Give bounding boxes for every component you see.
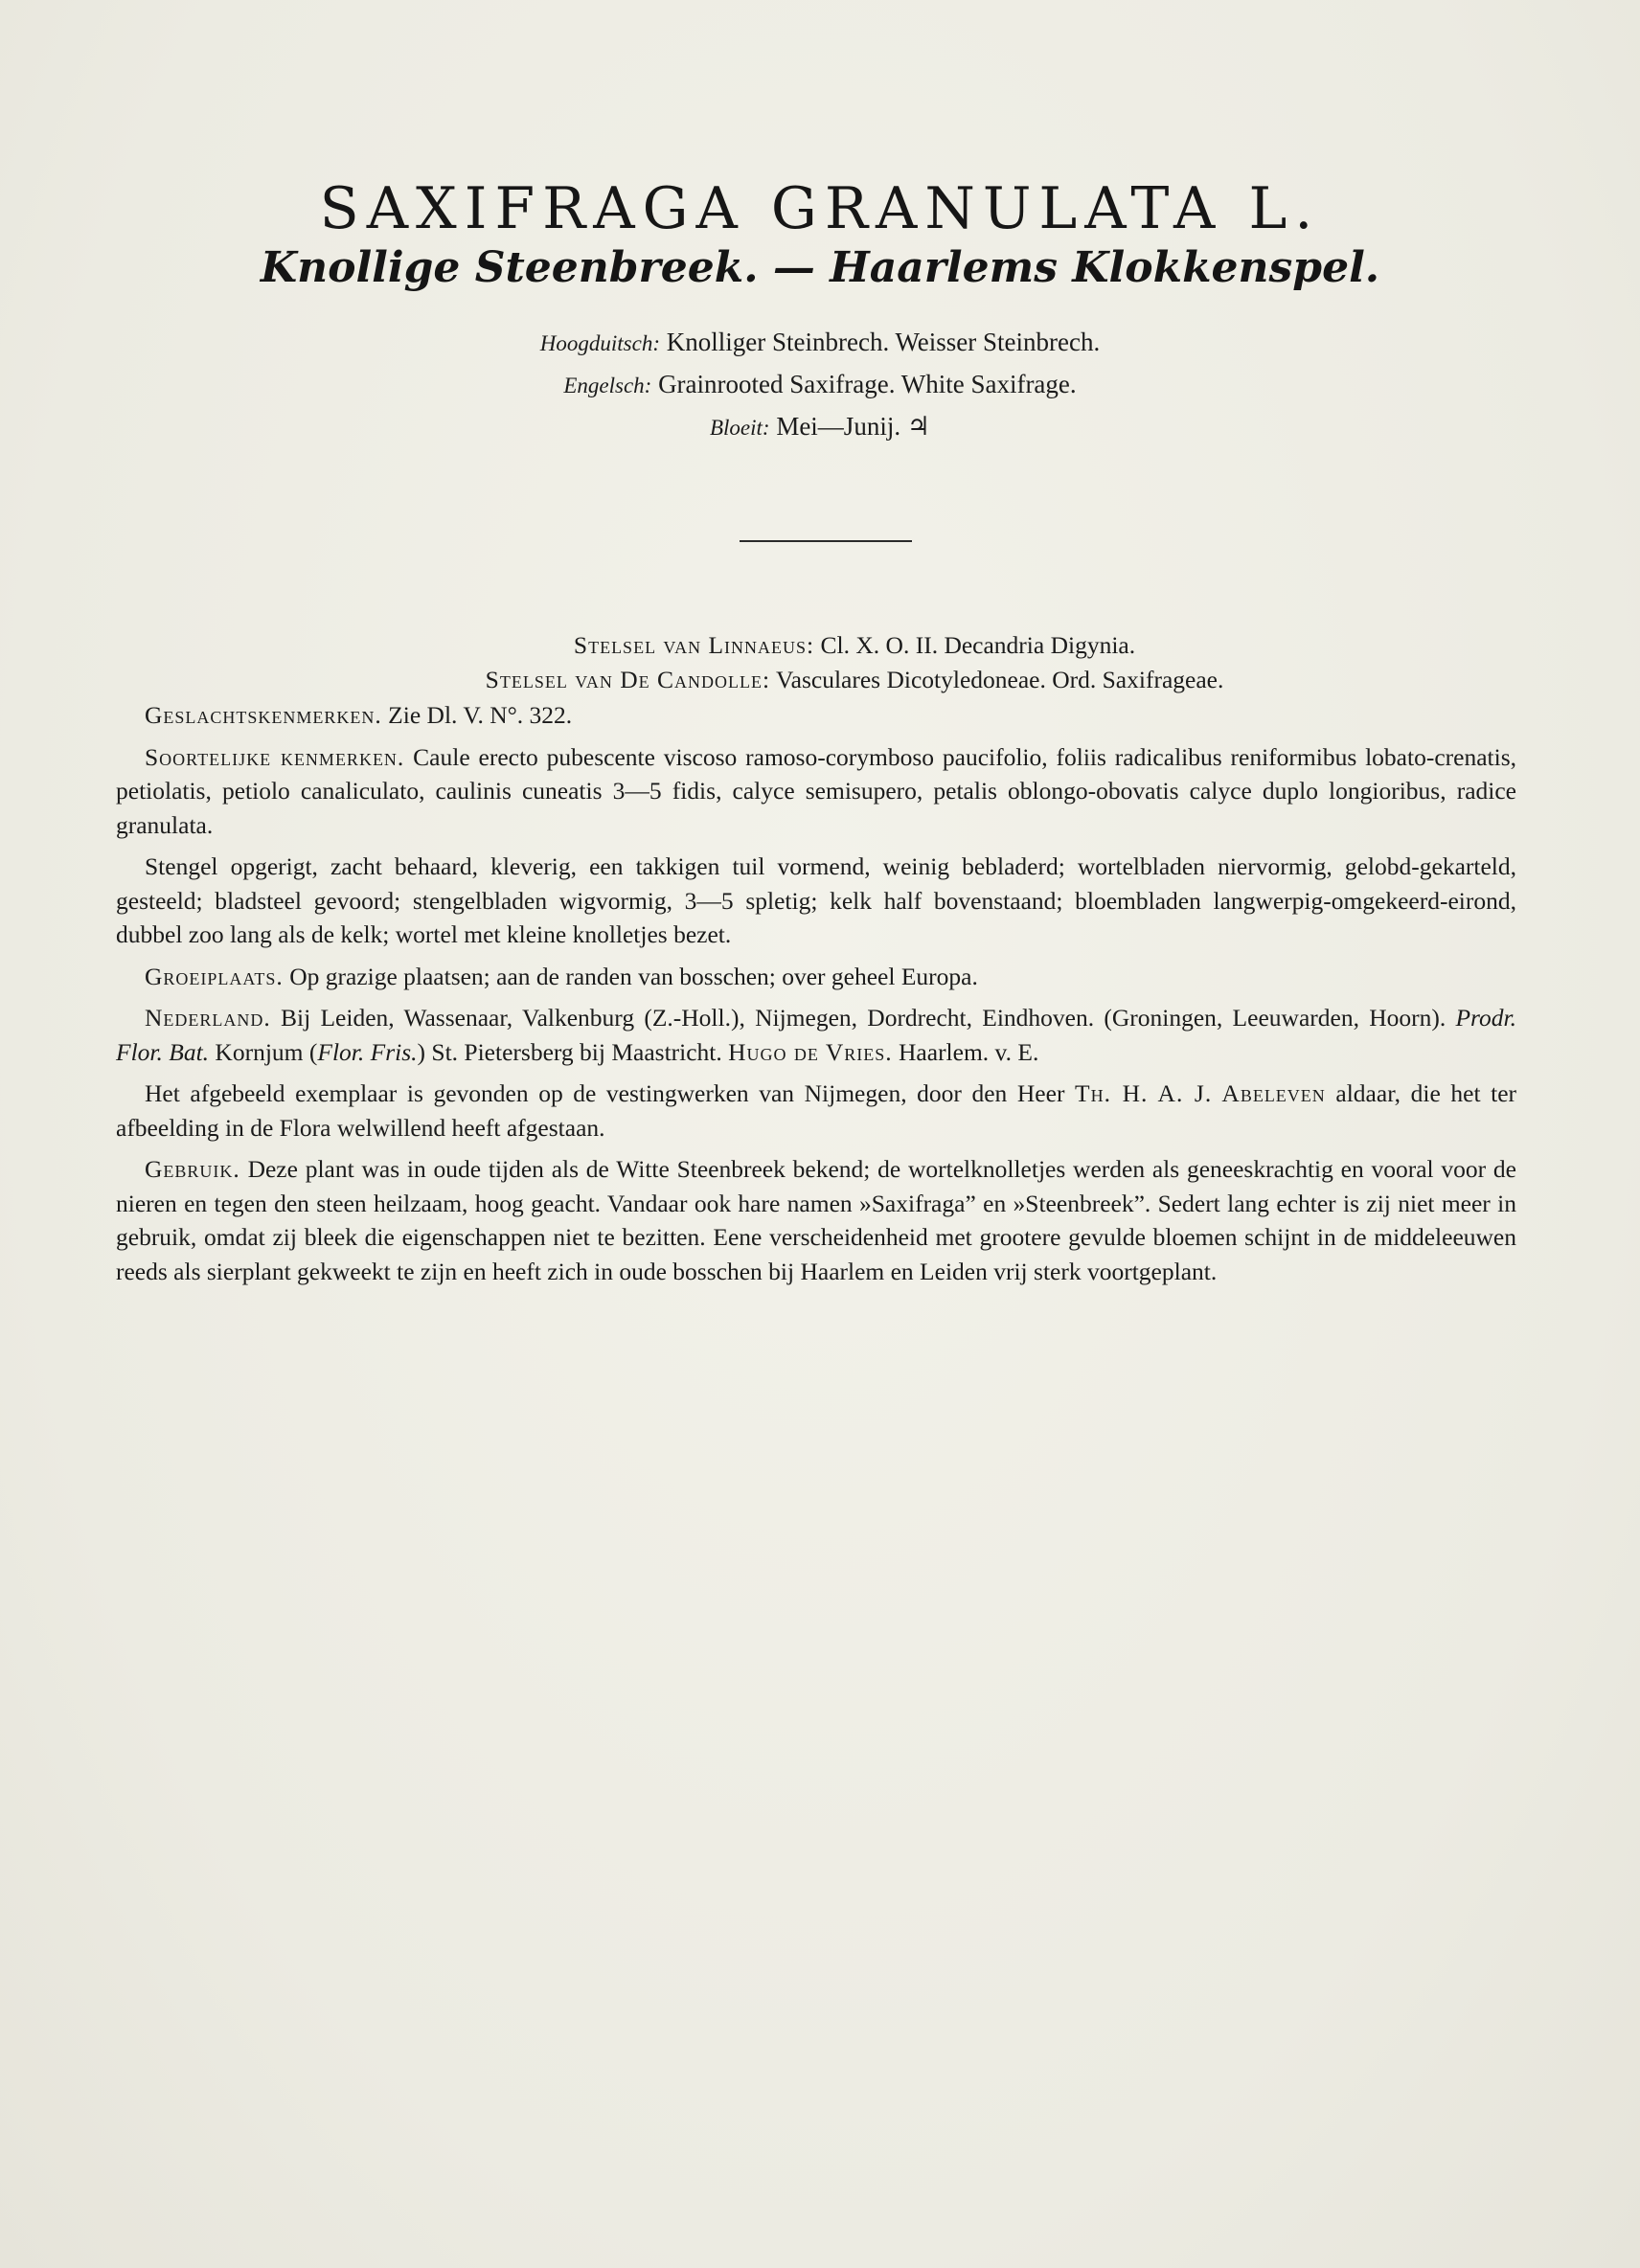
linnaeus-label: Stelsel van Linnaeus:	[573, 631, 815, 659]
bloeit-value: Mei—Junij. ♃	[776, 412, 931, 441]
linnaeus-line	[116, 628, 1516, 663]
gebruik-text: Deze plant was in oude tijden als de Witte Steenbreek bekend; de wortelknolletjes werden als geneeskrachtig en vooral voor de nieren en tegen den steen heilzaam, hoog geacht. Vandaar ook hare namen »Saxifraga” en »Steenbreek”. Sedert lang echter is zij niet meer in gebruik, omdat zij bleek die eigenschappen niet te bezitten. Eene verscheidenheid met grootere gevulde bloemen schijnt in de middeleeuwen reeds als sierplant gekweekt te zijn en heeft zich in oude bosschen bij Haarlem en Leiden vrij sterk voortgeplant.	[116, 1155, 1516, 1285]
geslacht-paragraph	[116, 698, 1516, 733]
page-subtitle: Knollige Steenbreek. — Haarlems Klokkenspel.	[260, 243, 1380, 292]
engelsch-line	[0, 364, 1640, 406]
soort-dutch-paragraph: Stengel opgerigt, zacht behaard, kleverig, een takkigen tuil vormend, weinig bebladerd; wortelbladen niervormig, gelobd-gekarteld, gesteeld; bladsteel gevoord; stengelbladen wigvormig, 3—5 spletig; kelk half bovenstaand; bloembladen langwerpig-omgekeerd-eirond, dubbel zoo lang als de kelk; wortel met kleine knolletjes bezet.	[116, 852, 1516, 948]
soort-latin-text: Caule erecto pubescente viscoso ramoso-corymboso paucifolio, foliis radicalibus reniformibus lobato-crenatis, petiolatis, petiolo canaliculato, caulinis cuneatis 3—5 fidis, calyce semisupero, petalis oblongo-obovatis calyce duplo longioribus, radice granulata.	[116, 742, 1516, 839]
engelsch-value: Grainrooted Saxifrage. White Saxifrage.	[658, 370, 1077, 398]
divider-rule	[740, 540, 912, 542]
candolle-line	[116, 663, 1516, 697]
nederland-text-2: Kornjum (	[215, 1037, 318, 1066]
soort-label: Soortelijke kenmerken.	[145, 742, 405, 771]
geslacht-label: Geslachtskenmerken.	[145, 701, 382, 729]
hugo-de-vries: Hugo de Vries.	[728, 1037, 893, 1066]
candolle-label: Stelsel van De Candolle:	[485, 665, 771, 693]
prodr-reference: Prodr. Flor. Bat.	[116, 1004, 1517, 1066]
groeiplaats-paragraph	[116, 960, 1516, 994]
engelsch-label: Engelsch:	[563, 374, 652, 397]
page-title: SAXIFRAGA GRANULATA L.	[319, 175, 1321, 242]
exemplaar-text-1: Het afgebeeld exemplaar is gevonden op de vestingwerken van Nijmegen, door den Heer	[145, 1079, 1065, 1107]
exemplaar-text-2: aldaar, die het ter afbeelding in de Flora welwillend heeft afgestaan.	[116, 1079, 1517, 1142]
exemplaar-paragraph	[116, 1077, 1516, 1145]
candolle-value: Vasculares Dicotyledoneae. Ord. Saxifrageae.	[776, 665, 1224, 693]
groeiplaats-label: Groeiplaats.	[145, 962, 284, 990]
bloeit-line	[0, 406, 1640, 448]
nederland-text-1: Bij Leiden, Wassenaar, Valkenburg (Z.-Holl.), Nijmegen, Dordrecht, Eindhoven. (Groningen, Leeuwarden, Hoorn).	[281, 1004, 1446, 1032]
hoogduitsch-label: Hoogduitsch:	[539, 331, 660, 355]
description-body	[116, 628, 1516, 1296]
geslacht-text: Zie Dl. V. N°. 322.	[388, 701, 573, 729]
abeleven-name: Th. H. A. J. Abeleven	[1075, 1079, 1326, 1107]
vernacular-names	[0, 322, 1640, 448]
gebruik-paragraph	[116, 1152, 1516, 1288]
gebruik-label: Gebruik.	[145, 1155, 240, 1183]
nederland-label: Nederland.	[145, 1004, 271, 1032]
groeiplaats-text: Op grazige plaatsen; aan de randen van bosschen; over geheel Europa.	[289, 962, 978, 990]
hoogduitsch-line	[0, 322, 1640, 364]
nederland-paragraph	[116, 1001, 1516, 1069]
hoogduitsch-value: Knolliger Steinbrech. Weisser Steinbrech.	[666, 328, 1101, 356]
nederland-text-3: ) St. Pietersberg bij Maastricht.	[417, 1037, 722, 1066]
linnaeus-value: Cl. X. O. II. Decandria Digynia.	[820, 631, 1136, 659]
nederland-text-4: Haarlem. v. E.	[899, 1037, 1039, 1066]
flor-fris-reference: Flor. Fris.	[317, 1037, 418, 1066]
bloeit-label: Bloeit:	[709, 416, 770, 440]
soort-latin-paragraph	[116, 740, 1516, 843]
